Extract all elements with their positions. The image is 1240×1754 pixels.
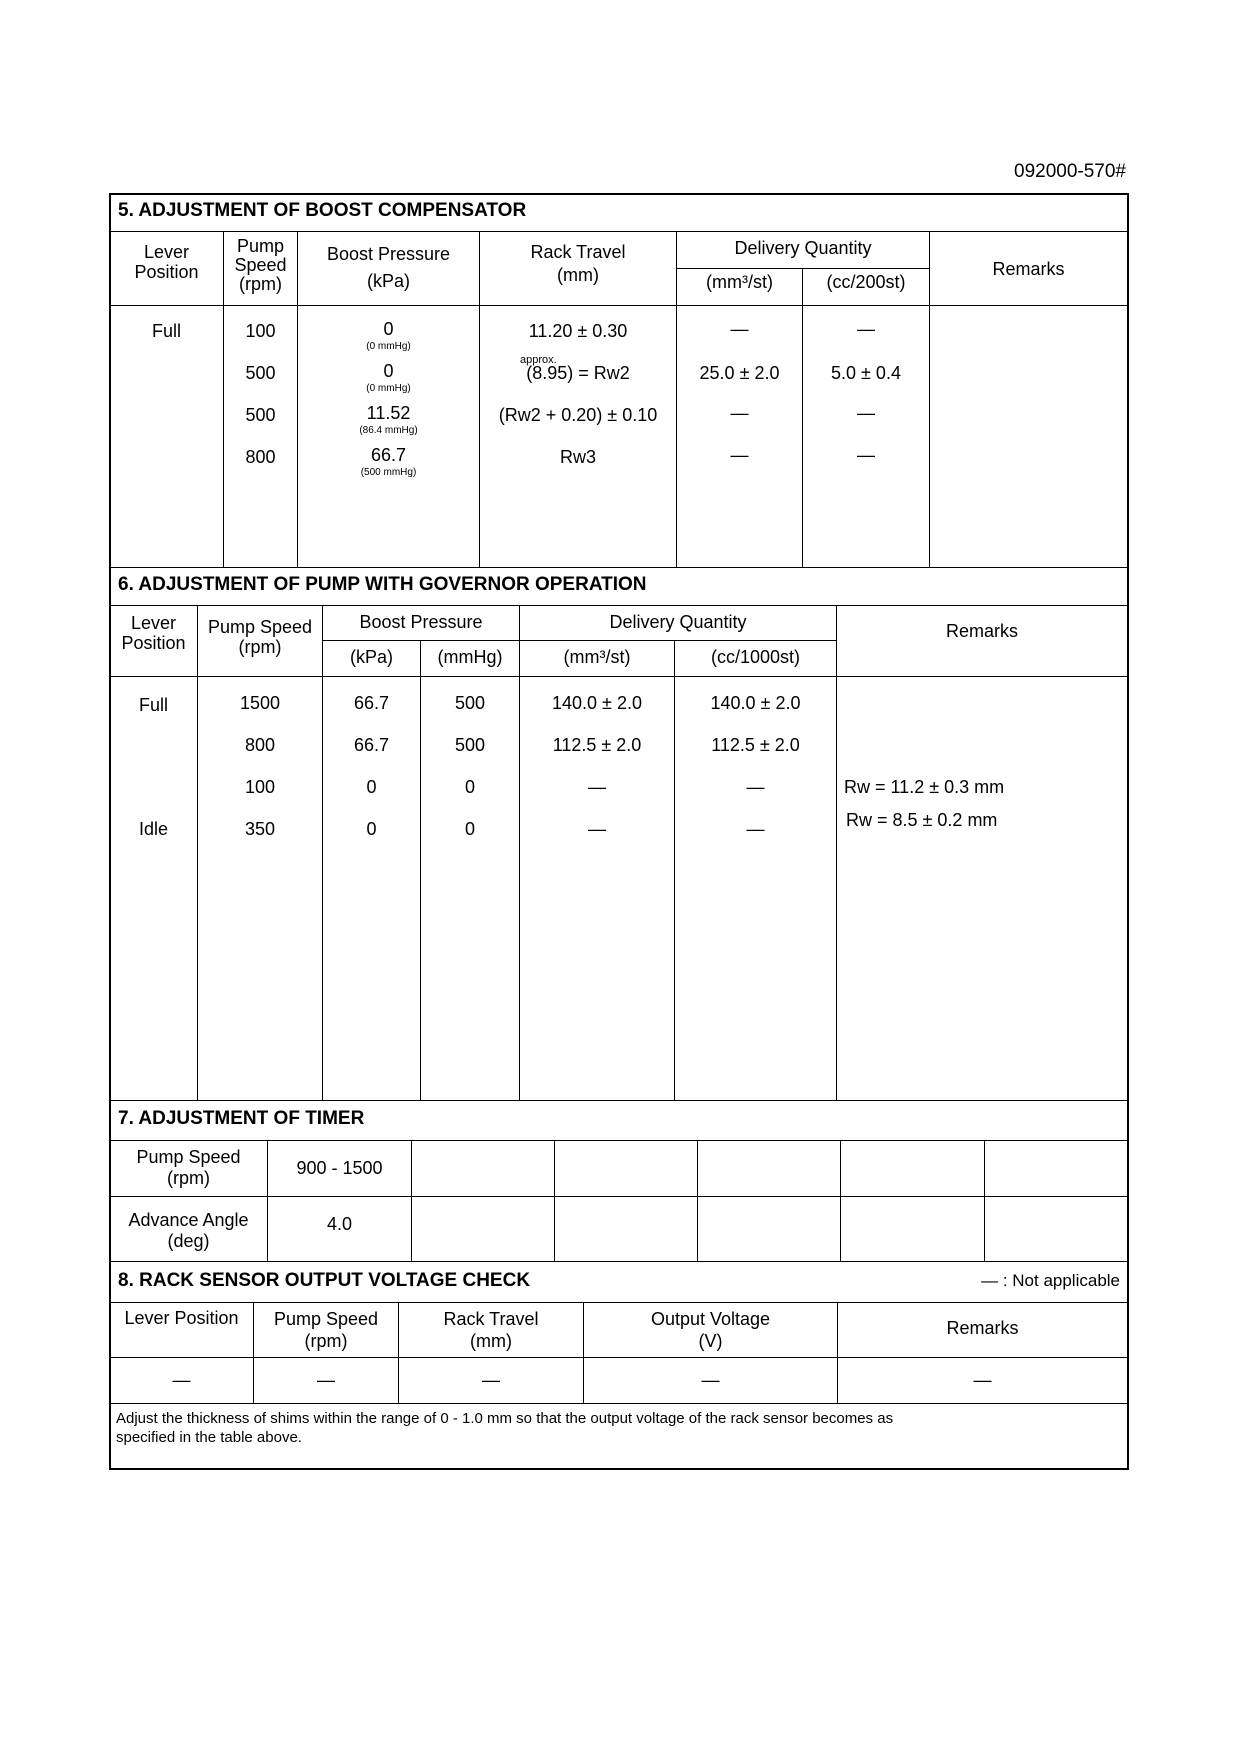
s6-kpa: 66.7 [353, 693, 390, 713]
s6-remarks: Rw = 8.5 ± 0.2 mm [846, 810, 998, 830]
s6-speed: 1500 [239, 693, 281, 713]
s5-boost: 0 [383, 361, 394, 381]
s8-lever: — [172, 1370, 191, 1390]
s5-boost-sub: (500 mmHg) [360, 467, 417, 478]
s6-mmhg: 0 [464, 819, 475, 839]
divider [110, 305, 1127, 306]
s5-header-remarks: Remarks [992, 259, 1065, 279]
s6-lever: Full [138, 695, 168, 715]
s5-cc: — [857, 445, 875, 465]
s5-header-mm3: (mm³/st) [706, 272, 773, 292]
s5-rack-note: approx. [520, 354, 557, 366]
s5-rack: Rw3 [559, 447, 596, 467]
s7-angle-value: 4.0 [326, 1214, 353, 1234]
s5-rack: 11.20 ± 0.30 [528, 321, 628, 341]
s8-rack: — [482, 1370, 500, 1390]
s5-header-cc: (cc/200st) [826, 272, 906, 292]
s5-mm3: — [730, 445, 749, 465]
divider [110, 1302, 1127, 1303]
divider [110, 1100, 1127, 1101]
divider [984, 1140, 985, 1262]
s8-remarks: — [973, 1370, 992, 1390]
s6-cc: — [746, 777, 765, 797]
divider [322, 605, 323, 1101]
s6-header-lever: Lever Position [121, 613, 186, 653]
s5-rack: (8.95) = Rw2 [526, 363, 630, 383]
s8-header-lever: Lever Position [124, 1308, 239, 1328]
s8-speed: — [317, 1370, 335, 1390]
s6-mm3: 140.0 ± 2.0 [552, 693, 642, 713]
s8-header-remarks: Remarks [946, 1318, 1019, 1338]
s6-cc: — [746, 819, 765, 839]
s5-header-lever: Lever Position [134, 242, 199, 282]
divider [110, 1196, 1127, 1197]
not-applicable-legend: — : Not applicable [981, 1271, 1120, 1290]
divider [110, 231, 1127, 232]
s5-cc: 5.0 ± 0.4 [831, 363, 901, 383]
divider [110, 1140, 1127, 1141]
s5-lever-value: Full [151, 321, 181, 341]
s5-speed: 500 [245, 363, 276, 383]
divider [929, 231, 930, 568]
s5-mm3: — [730, 403, 749, 423]
divider [197, 605, 198, 1101]
s6-mm3: — [588, 819, 606, 839]
section-6-title: 6. ADJUSTMENT OF PUMP WITH GOVERNOR OPERATION [118, 574, 647, 595]
s5-boost-sub: (0 mmHg) [366, 341, 411, 352]
s7-speed-value: 900 - 1500 [296, 1158, 383, 1178]
shim-adjustment-note: Adjust the thickness of shims within the range of 0 - 1.0 mm so that the output voltage of the rack sensor becomes as specified in the table above. [116, 1410, 894, 1446]
s5-boost: 0 [383, 319, 394, 339]
divider [110, 1403, 1127, 1404]
s5-rack: (Rw2 + 0.20) ± 0.10 [498, 405, 658, 425]
s5-header-speed: Pump Speed (rpm) [234, 236, 287, 294]
s6-speed: 100 [244, 777, 276, 797]
s6-header-delivery: Delivery Quantity [609, 612, 747, 632]
s6-lever: Idle [138, 819, 169, 839]
s6-header-mmhg: (mmHg) [437, 647, 503, 667]
s5-header-boost: Boost Pressure (kPa) [326, 244, 451, 291]
s8-header-rack: Rack Travel (mm) [443, 1309, 539, 1351]
divider [110, 676, 1127, 677]
s8-voltage: — [701, 1370, 720, 1390]
s6-kpa: 66.7 [353, 735, 390, 755]
s6-header-cc: (cc/1000st) [710, 647, 801, 667]
section-8-title: 8. RACK SENSOR OUTPUT VOLTAGE CHECK [118, 1270, 531, 1291]
document-number: 092000-570# [1014, 161, 1126, 182]
divider [110, 1261, 1127, 1262]
s5-boost: 11.52 [366, 403, 411, 423]
divider [836, 605, 837, 1101]
section-7-title: 7. ADJUSTMENT OF TIMER [118, 1108, 365, 1129]
s6-header-speed: Pump Speed (rpm) [207, 617, 313, 657]
divider [411, 1140, 412, 1262]
divider [676, 268, 930, 269]
divider [554, 1140, 555, 1262]
divider [697, 1140, 698, 1262]
s5-boost: 66.7 [370, 445, 407, 465]
s5-speed: 800 [245, 447, 276, 467]
s5-cc: — [857, 319, 875, 339]
s5-header-delivery: Delivery Quantity [734, 238, 872, 258]
s6-kpa: 0 [366, 777, 377, 797]
s5-speed: 100 [245, 321, 276, 341]
divider [519, 605, 520, 1101]
s6-speed: 800 [244, 735, 276, 755]
s5-mm3: 25.0 ± 2.0 [699, 363, 780, 383]
divider [110, 567, 1127, 568]
s6-mm3: 112.5 ± 2.0 [552, 735, 642, 755]
s5-header-rack: Rack Travel (mm) [530, 242, 626, 285]
s7-angle-label: Advance Angle (deg) [128, 1210, 249, 1251]
s6-header-remarks: Remarks [945, 621, 1018, 641]
s6-cc: 112.5 ± 2.0 [711, 735, 800, 755]
s6-mmhg: 0 [464, 777, 475, 797]
s7-speed-label: Pump Speed (rpm) [136, 1147, 241, 1188]
divider [322, 640, 837, 641]
s5-boost-sub: (0 mmHg) [366, 383, 411, 394]
s8-header-voltage: Output Voltage (V) [650, 1309, 771, 1351]
s5-boost-sub: (86.4 mmHg) [359, 425, 418, 436]
s5-speed: 500 [245, 405, 276, 425]
divider [110, 1357, 1127, 1358]
divider [840, 1140, 841, 1262]
s5-cc: — [857, 403, 875, 423]
divider [110, 605, 1127, 606]
s6-speed: 350 [244, 819, 276, 839]
s6-kpa: 0 [366, 819, 377, 839]
s6-mmhg: 500 [454, 693, 486, 713]
s6-cc: 140.0 ± 2.0 [710, 693, 801, 713]
section-5-title: 5. ADJUSTMENT OF BOOST COMPENSATOR [118, 200, 527, 221]
s5-mm3: — [730, 319, 749, 339]
s8-header-speed: Pump Speed (rpm) [273, 1309, 379, 1351]
s6-mmhg: 500 [454, 735, 486, 755]
s6-header-boost: Boost Pressure [359, 612, 483, 632]
s6-mm3: — [588, 777, 606, 797]
s6-header-kpa: (kPa) [349, 647, 393, 667]
s6-header-mm3: (mm³/st) [563, 647, 631, 667]
s6-remarks: Rw = 11.2 ± 0.3 mm [844, 777, 1005, 797]
